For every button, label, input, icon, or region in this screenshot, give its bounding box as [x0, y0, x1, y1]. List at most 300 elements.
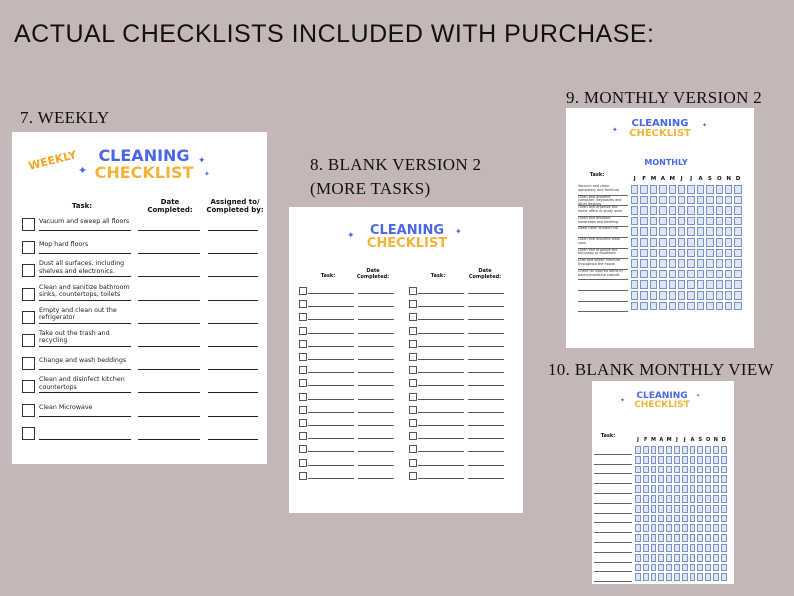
month-checkbox[interactable] — [716, 227, 723, 236]
month-checkbox[interactable] — [690, 554, 696, 562]
month-checkbox[interactable] — [666, 456, 672, 464]
month-checkbox[interactable] — [690, 485, 696, 493]
month-checkbox[interactable] — [690, 446, 696, 454]
task-checkbox[interactable] — [299, 327, 307, 335]
month-checkbox[interactable] — [682, 456, 688, 464]
month-checkbox[interactable] — [678, 302, 685, 311]
month-checkbox[interactable] — [713, 466, 719, 474]
month-checkbox[interactable] — [650, 291, 657, 300]
month-checkbox[interactable] — [659, 217, 666, 226]
month-checkbox[interactable] — [658, 456, 664, 464]
month-checkbox[interactable] — [678, 196, 685, 205]
task-checkbox[interactable] — [409, 379, 417, 387]
month-checkbox[interactable] — [716, 196, 723, 205]
month-checkbox[interactable] — [725, 280, 732, 289]
month-checkbox[interactable] — [635, 466, 641, 474]
month-checkbox[interactable] — [721, 544, 727, 552]
month-checkbox[interactable] — [716, 217, 723, 226]
task-checkbox[interactable] — [409, 459, 417, 467]
month-checkbox[interactable] — [716, 280, 723, 289]
month-checkbox[interactable] — [666, 475, 672, 483]
month-checkbox[interactable] — [631, 217, 638, 226]
task-checkbox[interactable] — [22, 404, 35, 417]
task-checkbox[interactable] — [299, 393, 307, 401]
month-checkbox[interactable] — [659, 227, 666, 236]
month-checkbox[interactable] — [674, 564, 680, 572]
task-checkbox[interactable] — [22, 288, 35, 301]
month-checkbox[interactable] — [705, 544, 711, 552]
task-checkbox[interactable] — [409, 353, 417, 361]
month-checkbox[interactable] — [697, 291, 704, 300]
month-checkbox[interactable] — [734, 249, 741, 258]
month-checkbox[interactable] — [658, 524, 664, 532]
month-checkbox[interactable] — [697, 217, 704, 226]
month-checkbox[interactable] — [716, 302, 723, 311]
month-checkbox[interactable] — [669, 185, 676, 194]
task-checkbox[interactable] — [22, 264, 35, 277]
month-checkbox[interactable] — [640, 259, 647, 268]
month-checkbox[interactable] — [640, 206, 647, 215]
month-checkbox[interactable] — [659, 238, 666, 247]
month-checkbox[interactable] — [706, 206, 713, 215]
task-checkbox[interactable] — [409, 340, 417, 348]
month-checkbox[interactable] — [674, 544, 680, 552]
month-checkbox[interactable] — [674, 515, 680, 523]
month-checkbox[interactable] — [716, 238, 723, 247]
month-checkbox[interactable] — [725, 196, 732, 205]
month-checkbox[interactable] — [643, 524, 649, 532]
month-checkbox[interactable] — [631, 302, 638, 311]
month-checkbox[interactable] — [658, 544, 664, 552]
month-checkbox[interactable] — [669, 249, 676, 258]
month-checkbox[interactable] — [651, 524, 657, 532]
month-checkbox[interactable] — [651, 564, 657, 572]
month-checkbox[interactable] — [697, 466, 703, 474]
month-checkbox[interactable] — [734, 259, 741, 268]
month-checkbox[interactable] — [687, 259, 694, 268]
month-checkbox[interactable] — [697, 564, 703, 572]
month-checkbox[interactable] — [682, 466, 688, 474]
month-checkbox[interactable] — [631, 185, 638, 194]
task-checkbox[interactable] — [22, 218, 35, 231]
month-checkbox[interactable] — [674, 475, 680, 483]
month-checkbox[interactable] — [713, 485, 719, 493]
month-checkbox[interactable] — [725, 249, 732, 258]
month-checkbox[interactable] — [721, 534, 727, 542]
month-checkbox[interactable] — [697, 554, 703, 562]
month-checkbox[interactable] — [721, 564, 727, 572]
month-checkbox[interactable] — [705, 466, 711, 474]
month-checkbox[interactable] — [721, 485, 727, 493]
month-checkbox[interactable] — [631, 196, 638, 205]
month-checkbox[interactable] — [705, 485, 711, 493]
month-checkbox[interactable] — [690, 573, 696, 581]
month-checkbox[interactable] — [674, 495, 680, 503]
month-checkbox[interactable] — [713, 446, 719, 454]
month-checkbox[interactable] — [659, 302, 666, 311]
month-checkbox[interactable] — [659, 291, 666, 300]
month-checkbox[interactable] — [650, 302, 657, 311]
month-checkbox[interactable] — [682, 573, 688, 581]
month-checkbox[interactable] — [669, 291, 676, 300]
month-checkbox[interactable] — [640, 280, 647, 289]
month-checkbox[interactable] — [658, 446, 664, 454]
month-checkbox[interactable] — [697, 238, 704, 247]
month-checkbox[interactable] — [690, 456, 696, 464]
month-checkbox[interactable] — [666, 554, 672, 562]
month-checkbox[interactable] — [659, 206, 666, 215]
month-checkbox[interactable] — [669, 259, 676, 268]
month-checkbox[interactable] — [721, 495, 727, 503]
month-checkbox[interactable] — [705, 564, 711, 572]
month-checkbox[interactable] — [725, 291, 732, 300]
month-checkbox[interactable] — [651, 485, 657, 493]
month-checkbox[interactable] — [713, 544, 719, 552]
task-checkbox[interactable] — [409, 432, 417, 440]
month-checkbox[interactable] — [706, 270, 713, 279]
task-checkbox[interactable] — [409, 313, 417, 321]
month-checkbox[interactable] — [650, 249, 657, 258]
task-checkbox[interactable] — [299, 432, 307, 440]
month-checkbox[interactable] — [640, 238, 647, 247]
month-checkbox[interactable] — [666, 524, 672, 532]
month-checkbox[interactable] — [640, 185, 647, 194]
month-checkbox[interactable] — [716, 249, 723, 258]
month-checkbox[interactable] — [635, 515, 641, 523]
task-checkbox[interactable] — [299, 472, 307, 480]
month-checkbox[interactable] — [640, 217, 647, 226]
month-checkbox[interactable] — [716, 291, 723, 300]
month-checkbox[interactable] — [697, 446, 703, 454]
month-checkbox[interactable] — [706, 259, 713, 268]
month-checkbox[interactable] — [631, 259, 638, 268]
month-checkbox[interactable] — [666, 534, 672, 542]
month-checkbox[interactable] — [687, 238, 694, 247]
month-checkbox[interactable] — [640, 302, 647, 311]
month-checkbox[interactable] — [651, 446, 657, 454]
month-checkbox[interactable] — [721, 446, 727, 454]
month-checkbox[interactable] — [643, 446, 649, 454]
month-checkbox[interactable] — [705, 515, 711, 523]
month-checkbox[interactable] — [682, 485, 688, 493]
month-checkbox[interactable] — [682, 446, 688, 454]
month-checkbox[interactable] — [650, 227, 657, 236]
month-checkbox[interactable] — [713, 515, 719, 523]
month-checkbox[interactable] — [659, 270, 666, 279]
month-checkbox[interactable] — [674, 554, 680, 562]
month-checkbox[interactable] — [651, 475, 657, 483]
month-checkbox[interactable] — [687, 302, 694, 311]
month-checkbox[interactable] — [713, 495, 719, 503]
task-checkbox[interactable] — [299, 379, 307, 387]
month-checkbox[interactable] — [705, 495, 711, 503]
month-checkbox[interactable] — [713, 505, 719, 513]
month-checkbox[interactable] — [713, 564, 719, 572]
month-checkbox[interactable] — [697, 524, 703, 532]
month-checkbox[interactable] — [705, 446, 711, 454]
month-checkbox[interactable] — [687, 185, 694, 194]
month-checkbox[interactable] — [705, 554, 711, 562]
month-checkbox[interactable] — [659, 249, 666, 258]
month-checkbox[interactable] — [631, 227, 638, 236]
task-checkbox[interactable] — [299, 459, 307, 467]
month-checkbox[interactable] — [674, 485, 680, 493]
month-checkbox[interactable] — [674, 573, 680, 581]
month-checkbox[interactable] — [716, 270, 723, 279]
month-checkbox[interactable] — [705, 573, 711, 581]
month-checkbox[interactable] — [643, 564, 649, 572]
month-checkbox[interactable] — [666, 564, 672, 572]
task-checkbox[interactable] — [22, 241, 35, 254]
month-checkbox[interactable] — [635, 573, 641, 581]
month-checkbox[interactable] — [725, 185, 732, 194]
month-checkbox[interactable] — [682, 534, 688, 542]
month-checkbox[interactable] — [687, 227, 694, 236]
month-checkbox[interactable] — [734, 227, 741, 236]
month-checkbox[interactable] — [669, 270, 676, 279]
month-checkbox[interactable] — [734, 196, 741, 205]
month-checkbox[interactable] — [658, 466, 664, 474]
month-checkbox[interactable] — [734, 280, 741, 289]
month-checkbox[interactable] — [643, 466, 649, 474]
month-checkbox[interactable] — [697, 249, 704, 258]
month-checkbox[interactable] — [659, 196, 666, 205]
month-checkbox[interactable] — [651, 534, 657, 542]
month-checkbox[interactable] — [631, 270, 638, 279]
task-checkbox[interactable] — [22, 311, 35, 324]
month-checkbox[interactable] — [678, 270, 685, 279]
task-checkbox[interactable] — [409, 419, 417, 427]
month-checkbox[interactable] — [734, 238, 741, 247]
month-checkbox[interactable] — [669, 196, 676, 205]
task-checkbox[interactable] — [299, 313, 307, 321]
month-checkbox[interactable] — [678, 206, 685, 215]
month-checkbox[interactable] — [669, 302, 676, 311]
month-checkbox[interactable] — [721, 515, 727, 523]
month-checkbox[interactable] — [687, 196, 694, 205]
month-checkbox[interactable] — [705, 456, 711, 464]
month-checkbox[interactable] — [635, 456, 641, 464]
month-checkbox[interactable] — [687, 206, 694, 215]
month-checkbox[interactable] — [678, 291, 685, 300]
month-checkbox[interactable] — [725, 302, 732, 311]
month-checkbox[interactable] — [669, 280, 676, 289]
month-checkbox[interactable] — [721, 475, 727, 483]
month-checkbox[interactable] — [690, 564, 696, 572]
month-checkbox[interactable] — [697, 573, 703, 581]
month-checkbox[interactable] — [682, 554, 688, 562]
month-checkbox[interactable] — [697, 475, 703, 483]
month-checkbox[interactable] — [706, 217, 713, 226]
month-checkbox[interactable] — [658, 573, 664, 581]
month-checkbox[interactable] — [682, 524, 688, 532]
month-checkbox[interactable] — [713, 524, 719, 532]
month-checkbox[interactable] — [713, 456, 719, 464]
month-checkbox[interactable] — [716, 206, 723, 215]
month-checkbox[interactable] — [721, 466, 727, 474]
month-checkbox[interactable] — [697, 456, 703, 464]
month-checkbox[interactable] — [635, 446, 641, 454]
month-checkbox[interactable] — [734, 185, 741, 194]
month-checkbox[interactable] — [705, 475, 711, 483]
month-checkbox[interactable] — [705, 524, 711, 532]
task-checkbox[interactable] — [299, 366, 307, 374]
month-checkbox[interactable] — [734, 291, 741, 300]
month-checkbox[interactable] — [687, 249, 694, 258]
month-checkbox[interactable] — [650, 217, 657, 226]
month-checkbox[interactable] — [666, 515, 672, 523]
month-checkbox[interactable] — [721, 554, 727, 562]
task-checkbox[interactable] — [299, 406, 307, 414]
month-checkbox[interactable] — [651, 456, 657, 464]
month-checkbox[interactable] — [690, 475, 696, 483]
month-checkbox[interactable] — [643, 554, 649, 562]
month-checkbox[interactable] — [640, 270, 647, 279]
month-checkbox[interactable] — [687, 270, 694, 279]
month-checkbox[interactable] — [643, 573, 649, 581]
month-checkbox[interactable] — [643, 495, 649, 503]
month-checkbox[interactable] — [631, 291, 638, 300]
month-checkbox[interactable] — [651, 554, 657, 562]
task-checkbox[interactable] — [409, 445, 417, 453]
month-checkbox[interactable] — [734, 206, 741, 215]
month-checkbox[interactable] — [734, 217, 741, 226]
month-checkbox[interactable] — [697, 485, 703, 493]
month-checkbox[interactable] — [674, 456, 680, 464]
month-checkbox[interactable] — [706, 238, 713, 247]
month-checkbox[interactable] — [658, 564, 664, 572]
month-checkbox[interactable] — [725, 259, 732, 268]
month-checkbox[interactable] — [678, 227, 685, 236]
month-checkbox[interactable] — [635, 524, 641, 532]
month-checkbox[interactable] — [721, 573, 727, 581]
month-checkbox[interactable] — [705, 534, 711, 542]
month-checkbox[interactable] — [666, 573, 672, 581]
month-checkbox[interactable] — [669, 217, 676, 226]
month-checkbox[interactable] — [697, 495, 703, 503]
month-checkbox[interactable] — [674, 505, 680, 513]
task-checkbox[interactable] — [22, 427, 35, 440]
month-checkbox[interactable] — [669, 206, 676, 215]
month-checkbox[interactable] — [674, 534, 680, 542]
month-checkbox[interactable] — [631, 238, 638, 247]
month-checkbox[interactable] — [725, 217, 732, 226]
month-checkbox[interactable] — [682, 544, 688, 552]
month-checkbox[interactable] — [706, 249, 713, 258]
month-checkbox[interactable] — [640, 227, 647, 236]
month-checkbox[interactable] — [651, 544, 657, 552]
month-checkbox[interactable] — [643, 515, 649, 523]
month-checkbox[interactable] — [674, 446, 680, 454]
month-checkbox[interactable] — [635, 534, 641, 542]
month-checkbox[interactable] — [706, 291, 713, 300]
month-checkbox[interactable] — [659, 259, 666, 268]
month-checkbox[interactable] — [682, 475, 688, 483]
month-checkbox[interactable] — [650, 259, 657, 268]
month-checkbox[interactable] — [725, 238, 732, 247]
month-checkbox[interactable] — [658, 534, 664, 542]
month-checkbox[interactable] — [666, 446, 672, 454]
month-checkbox[interactable] — [697, 515, 703, 523]
month-checkbox[interactable] — [635, 564, 641, 572]
task-checkbox[interactable] — [409, 393, 417, 401]
month-checkbox[interactable] — [640, 249, 647, 258]
month-checkbox[interactable] — [713, 554, 719, 562]
month-checkbox[interactable] — [650, 185, 657, 194]
month-checkbox[interactable] — [666, 544, 672, 552]
month-checkbox[interactable] — [650, 270, 657, 279]
month-checkbox[interactable] — [674, 466, 680, 474]
month-checkbox[interactable] — [716, 185, 723, 194]
month-checkbox[interactable] — [697, 534, 703, 542]
task-checkbox[interactable] — [299, 340, 307, 348]
month-checkbox[interactable] — [713, 534, 719, 542]
month-checkbox[interactable] — [721, 456, 727, 464]
month-checkbox[interactable] — [631, 206, 638, 215]
month-checkbox[interactable] — [678, 238, 685, 247]
month-checkbox[interactable] — [706, 302, 713, 311]
month-checkbox[interactable] — [690, 515, 696, 523]
month-checkbox[interactable] — [651, 466, 657, 474]
month-checkbox[interactable] — [678, 259, 685, 268]
month-checkbox[interactable] — [651, 495, 657, 503]
month-checkbox[interactable] — [678, 280, 685, 289]
month-checkbox[interactable] — [690, 495, 696, 503]
month-checkbox[interactable] — [682, 505, 688, 513]
month-checkbox[interactable] — [697, 544, 703, 552]
month-checkbox[interactable] — [650, 238, 657, 247]
month-checkbox[interactable] — [705, 505, 711, 513]
month-checkbox[interactable] — [678, 249, 685, 258]
task-checkbox[interactable] — [299, 287, 307, 295]
month-checkbox[interactable] — [631, 249, 638, 258]
month-checkbox[interactable] — [643, 485, 649, 493]
month-checkbox[interactable] — [687, 280, 694, 289]
month-checkbox[interactable] — [690, 544, 696, 552]
task-checkbox[interactable] — [299, 300, 307, 308]
month-checkbox[interactable] — [635, 475, 641, 483]
month-checkbox[interactable] — [643, 456, 649, 464]
month-checkbox[interactable] — [687, 217, 694, 226]
month-checkbox[interactable] — [643, 505, 649, 513]
task-checkbox[interactable] — [299, 353, 307, 361]
task-checkbox[interactable] — [409, 406, 417, 414]
month-checkbox[interactable] — [697, 196, 704, 205]
month-checkbox[interactable] — [669, 238, 676, 247]
month-checkbox[interactable] — [651, 515, 657, 523]
month-checkbox[interactable] — [697, 185, 704, 194]
month-checkbox[interactable] — [713, 573, 719, 581]
task-checkbox[interactable] — [299, 445, 307, 453]
task-checkbox[interactable] — [299, 419, 307, 427]
task-checkbox[interactable] — [409, 327, 417, 335]
month-checkbox[interactable] — [669, 227, 676, 236]
month-checkbox[interactable] — [658, 485, 664, 493]
month-checkbox[interactable] — [640, 291, 647, 300]
month-checkbox[interactable] — [721, 524, 727, 532]
month-checkbox[interactable] — [706, 185, 713, 194]
month-checkbox[interactable] — [650, 206, 657, 215]
month-checkbox[interactable] — [682, 564, 688, 572]
month-checkbox[interactable] — [659, 280, 666, 289]
month-checkbox[interactable] — [734, 302, 741, 311]
month-checkbox[interactable] — [666, 495, 672, 503]
month-checkbox[interactable] — [666, 505, 672, 513]
task-checkbox[interactable] — [409, 366, 417, 374]
month-checkbox[interactable] — [659, 185, 666, 194]
month-checkbox[interactable] — [682, 495, 688, 503]
month-checkbox[interactable] — [706, 227, 713, 236]
